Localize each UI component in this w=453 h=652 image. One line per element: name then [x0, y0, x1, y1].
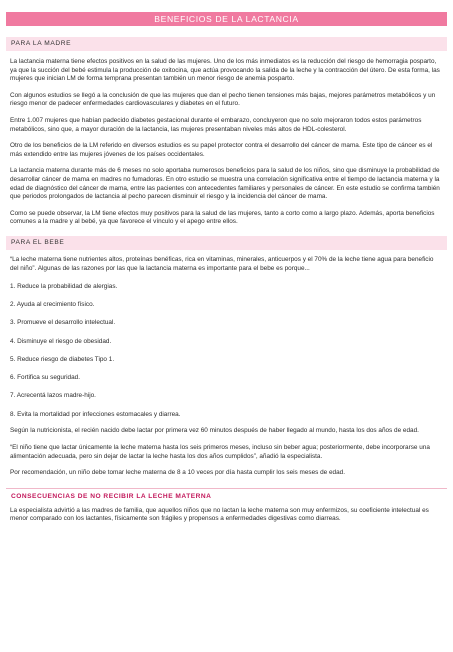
list-item: 5. Reduce riesgo de diabetes Tipo 1.	[10, 355, 115, 363]
document-title: BENEFICIOS DE LA LACTANCIA	[6, 12, 447, 26]
paragraph: Entre 1.007 mujeres que habían padecido diabetes gestacional durante el embarazo, concluyeron que no solo mejoraron todos estos parámetros metabólicos, sino que, a mayor duración de la lactancia, las mujeres presentaban niveles más altos de HDL-colesterol.	[10, 116, 422, 133]
paragraph: Como se puede observar, la LM tiene efectos muy positivos para la salud de las mujeres, tanto a corto como a largo plazo. Además, aporta beneficios comunes a la madre y al bebé, ya que favorece el vínculo y el apego entre ellos.	[10, 209, 435, 226]
benefits-list	[10, 283, 443, 420]
section-heading-mother: PARA LA MADRE	[6, 37, 447, 51]
list-item: 8. Evita la mortalidad por infecciones estomacales y diarrea.	[10, 410, 181, 418]
document-page	[0, 12, 453, 652]
paragraph: Otro de los beneficios de la LM referido en diversos estudios es su papel protector contra el desarrollo del cáncer de mama. Este tipo de cáncer es el más extendido entre las mujeres jóvenes de los países occidentales.	[10, 142, 433, 158]
list-item: 4. Disminuye el riesgo de obesidad.	[10, 337, 112, 345]
section-heading-consequences: CONSECUENCIAS DE NO RECIBIR LA LECHE MATERNA	[11, 492, 212, 500]
section-body-consequences	[6, 507, 447, 524]
paragraph: La lactancia materna durante más de 6 meses no solo aportaba numerosos beneficios para la salud de los niños, sino que disminuye la probabilidad de desarrollar cáncer de mama en madres no fumadoras. En otro estudio se muestra una correlación significativa entre el tiempo de lactancia materna y la edad de diagnóstico del cáncer de mama, entre las pacientes con antecedentes familiares y personales de cáncer. En este estudio se confirma también que periodos prolongados de lactancia al pecho parecen disminuir el riesgo y la incidencia del cáncer de mama.	[10, 167, 440, 201]
paragraph: Por recomendación, un niño debe tomar leche materna de 8 a 10 veces por día hasta cumplir los seis meses de edad.	[10, 469, 345, 477]
paragraph: Con algunos estudios se llegó a la conclusión de que las mujeres que dan el pecho tienen tensiones más bajas, mejores parámetros metabólicos y un riesgo menor de padecer enfermedades cardiovasculares y diabetes en el futuro.	[10, 91, 436, 108]
section-heading-baby: PARA EL BEBE	[6, 236, 447, 250]
paragraph: Según la nutricionista, el recién nacido debe lactar por primera vez 60 minutos después de haber llegado al mundo, hasta los dos años de edad.	[10, 427, 419, 435]
list-item: 2. Ayuda al crecimiento físico.	[10, 301, 95, 309]
section-body-baby	[6, 256, 447, 478]
section-body-mother	[6, 58, 447, 227]
paragraph: “El niño tiene que lactar únicamente la leche materna hasta los seis primeros meses, incluso sin beber agua; posteriormente, debe incorporarse una alimentación adecuada, pero sin dejar de lactar la leche hasta los dos años cumplidos”, añadió la especialista.	[10, 443, 430, 460]
paragraph: La especialista advirtió a las madres de familia, que aquellos niños que no lactan la leche materna son muy enfermizos, su coeficiente intelectual es menor comparado con los lactantes, físicamente son frágiles y propensos a enfermedades digestivas como diarreas.	[10, 506, 429, 523]
list-item: 6. Fortifica su seguridad.	[10, 374, 80, 382]
list-item: 7. Acrecentá lazos madre-hijo.	[10, 392, 96, 400]
list-item: 1. Reduce la probabilidad de alergias.	[10, 282, 118, 290]
paragraph: La lactancia materna tiene efectos positivos en la salud de las mujeres. Uno de los más inmediatos es la reducción del riesgo de hemorragia posparto, ya que la succión del bebé estimula la producción de oxitocina, que actúa provocando la salida de la leche y la contracción del útero. De esta forma, las mujeres que inician LM de forma temprana presentan también un menor riesgo de anemia posparto.	[10, 58, 440, 83]
intro-paragraph: “La leche materna tiene nutrientes altos, proteínas benéficas, rica en vitaminas, minerales, anticuerpos y el 70% de la leche tiene agua para beneficio del niño”. Algunas de las razones por las que la lactancia materna es importante para el bebe es porque...	[10, 255, 434, 272]
list-item: 3. Promueve el desarrollo intelectual.	[10, 319, 116, 327]
section-divider	[6, 488, 447, 489]
